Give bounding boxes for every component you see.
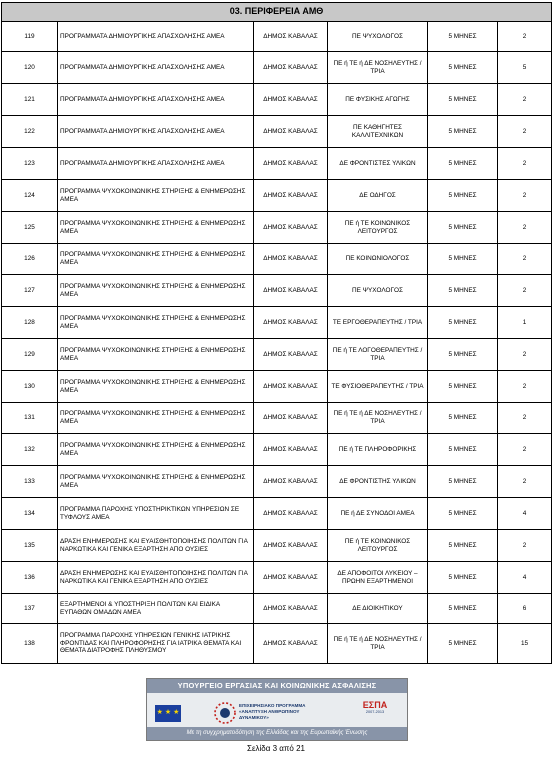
program-name: ΔΡΑΣΗ ΕΝΗΜΕΡΩΣΗΣ ΚΑΙ ΕΥΑΙΣΘΗΤΟΠΟΙΗΣΗΣ ΠΟΛΙΤΩΝ ΓΙΑ ΝΑΡΚΩΤΙΚΑ ΚΑΙ ΓΕΝΙΚΑ ΕΞΑΡΤΗΣΗ ΑΠΟ ΟΥΣΙΕΣ: [58, 562, 254, 594]
program-name: ΠΡΟΓΡΑΜΜΑ ΨΥΧΟΚΟΙΝΩΝΙΚΗΣ ΣΤΗΡΙΞΗΣ & ΕΝΗΜΕΡΩΣΗΣ ΑΜΕΑ: [58, 180, 254, 212]
position-count: 4: [498, 562, 552, 594]
table-body: [2, 22, 552, 664]
ministry-banner: ΥΠΟΥΡΓΕΙΟ ΕΡΓΑΣΙΑΣ ΚΑΙ ΚΟΙΝΩΝΙΚΗΣ ΑΣΦΑΛΙΣΗΣ: [147, 679, 407, 693]
table-row: [2, 371, 552, 403]
row-number: 123: [2, 148, 58, 180]
program-name: ΠΡΟΓΡΑΜΜΑ ΨΥΧΟΚΟΙΝΩΝΙΚΗΣ ΣΤΗΡΙΞΗΣ & ΕΝΗΜΕΡΩΣΗΣ ΑΜΕΑ: [58, 275, 254, 307]
espa-logo-text: ΕΣΠΑ: [362, 700, 388, 710]
program-name: ΠΡΟΓΡΑΜΜΑ ΨΥΧΟΚΟΙΝΩΝΙΚΗΣ ΣΤΗΡΙΞΗΣ & ΕΝΗΜΕΡΩΣΗΣ ΑΜΕΑ: [58, 307, 254, 339]
cofunding-caption: Με τη συγχρηματοδότηση της Ελλάδας και της Ευρωπαϊκής Ένωσης: [147, 727, 407, 740]
specialty: ΠΕ ή ΤΕ ή ΔΕ ΝΟΣΗΛΕΥΤΗΣ / ΤΡΙΑ: [328, 403, 428, 434]
table-row: [2, 52, 552, 84]
duration: 5 ΜΗΝΕΣ: [428, 84, 498, 116]
program-name: ΠΡΟΓΡΑΜΜΑΤΑ ΔΗΜΙΟΥΡΓΙΚΗΣ ΑΠΑΣΧΟΛΗΣΗΣ ΑΜΕΑ: [58, 148, 254, 180]
position-count: 2: [498, 84, 552, 116]
position-count: 2: [498, 403, 552, 434]
document-sheet: [1, 2, 551, 664]
program-name: ΠΡΟΓΡΑΜΜΑ ΨΥΧΟΚΟΙΝΩΝΙΚΗΣ ΣΤΗΡΙΞΗΣ & ΕΝΗΜΕΡΩΣΗΣ ΑΜΕΑ: [58, 371, 254, 403]
specialty: ΠΕ ή ΤΕ ΚΟΙΝΩΝΙΚΟΣ ΛΕΙΤΟΥΡΓΟΣ: [328, 530, 428, 562]
specialty: ΔΕ ΟΔΗΓΟΣ: [328, 180, 428, 212]
specialty: ΠΕ ΦΥΣΙΚΗΣ ΑΓΩΓΗΣ: [328, 84, 428, 116]
duration: 5 ΜΗΝΕΣ: [428, 624, 498, 664]
agency-name: ΔΗΜΟΣ ΚΑΒΑΛΑΣ: [254, 212, 328, 244]
table-row: [2, 498, 552, 530]
agency-name: ΔΗΜΟΣ ΚΑΒΑΛΑΣ: [254, 116, 328, 148]
specialty: ΔΕ ΦΡΟΝΤΙΣΤΕΣ ΥΛΙΚΩΝ: [328, 148, 428, 180]
specialty: ΠΕ ΨΥΧΟΛΟΓΟΣ: [328, 22, 428, 52]
row-number: 120: [2, 52, 58, 84]
agency-name: ΔΗΜΟΣ ΚΑΒΑΛΑΣ: [254, 275, 328, 307]
specialty: ΠΕ ΚΟΙΝΩΝΙΟΛΟΓΟΣ: [328, 244, 428, 275]
agency-name: ΔΗΜΟΣ ΚΑΒΑΛΑΣ: [254, 244, 328, 275]
agency-name: ΔΗΜΟΣ ΚΑΒΑΛΑΣ: [254, 624, 328, 664]
table-row: [2, 562, 552, 594]
duration: 5 ΜΗΝΕΣ: [428, 212, 498, 244]
row-number: 128: [2, 307, 58, 339]
row-number: 125: [2, 212, 58, 244]
cofunding-logo: [146, 678, 408, 741]
table-row: [2, 22, 552, 52]
table-row: [2, 212, 552, 244]
position-count: 2: [498, 212, 552, 244]
row-number: 136: [2, 562, 58, 594]
duration: 5 ΜΗΝΕΣ: [428, 22, 498, 52]
duration: 5 ΜΗΝΕΣ: [428, 594, 498, 624]
duration: 5 ΜΗΝΕΣ: [428, 275, 498, 307]
agency-name: ΔΗΜΟΣ ΚΑΒΑΛΑΣ: [254, 403, 328, 434]
position-count: 15: [498, 624, 552, 664]
epan-text: ΕΠΙΧΕΙΡΗΣΙΑΚΟ ΠΡΟΓΡΑΜΜΑ «ΑΝΑΠΤΥΞΗ ΑΝΘΡΩΠΙΝΟΥ ΔΥΝΑΜΙΚΟΥ»: [239, 703, 306, 720]
table-row: [2, 594, 552, 624]
duration: 5 ΜΗΝΕΣ: [428, 371, 498, 403]
agency-name: ΔΗΜΟΣ ΚΑΒΑΛΑΣ: [254, 371, 328, 403]
specialty: ΠΕ ή ΤΕ ΛΟΓΟΘΕΡΑΠΕΥΤΗΣ / ΤΡΙΑ: [328, 339, 428, 371]
program-name: ΠΡΟΓΡΑΜΜΑ ΨΥΧΟΚΟΙΝΩΝΙΚΗΣ ΣΤΗΡΙΞΗΣ & ΕΝΗΜΕΡΩΣΗΣ ΑΜΕΑ: [58, 434, 254, 466]
duration: 5 ΜΗΝΕΣ: [428, 339, 498, 371]
row-number: 131: [2, 403, 58, 434]
agency-name: ΔΗΜΟΣ ΚΑΒΑΛΑΣ: [254, 52, 328, 84]
program-name: ΠΡΟΓΡΑΜΜΑΤΑ ΔΗΜΙΟΥΡΓΙΚΗΣ ΑΠΑΣΧΟΛΗΣΗΣ ΑΜΕΑ: [58, 116, 254, 148]
table-row: [2, 148, 552, 180]
program-name: ΠΡΟΓΡΑΜΜΑ ΨΥΧΟΚΟΙΝΩΝΙΚΗΣ ΣΤΗΡΙΞΗΣ & ΕΝΗΜΕΡΩΣΗΣ ΑΜΕΑ: [58, 466, 254, 498]
table-row: [2, 339, 552, 371]
duration: 5 ΜΗΝΕΣ: [428, 52, 498, 84]
table-row: [2, 530, 552, 562]
duration: 5 ΜΗΝΕΣ: [428, 498, 498, 530]
position-count: 6: [498, 594, 552, 624]
position-count: 2: [498, 371, 552, 403]
espa-logo-years: 2007-2013: [365, 710, 385, 714]
position-count: 2: [498, 180, 552, 212]
agency-name: ΔΗΜΟΣ ΚΑΒΑΛΑΣ: [254, 180, 328, 212]
program-name: ΠΡΟΓΡΑΜΜΑ ΨΥΧΟΚΟΙΝΩΝΙΚΗΣ ΣΤΗΡΙΞΗΣ & ΕΝΗΜΕΡΩΣΗΣ ΑΜΕΑ: [58, 403, 254, 434]
agency-name: ΔΗΜΟΣ ΚΑΒΑΛΑΣ: [254, 22, 328, 52]
specialty: ΤΕ ΕΡΓΟΘΕΡΑΠΕΥΤΗΣ / ΤΡΙΑ: [328, 307, 428, 339]
specialty: ΠΕ ή ΔΕ ΣΥΝΟΔΟΙ ΑΜΕΑ: [328, 498, 428, 530]
program-name: ΠΡΟΓΡΑΜΜΑ ΨΥΧΟΚΟΙΝΩΝΙΚΗΣ ΣΤΗΡΙΞΗΣ & ΕΝΗΜΕΡΩΣΗΣ ΑΜΕΑ: [58, 212, 254, 244]
duration: 5 ΜΗΝΕΣ: [428, 530, 498, 562]
duration: 5 ΜΗΝΕΣ: [428, 307, 498, 339]
program-name: ΠΡΟΓΡΑΜΜΑ ΨΥΧΟΚΟΙΝΩΝΙΚΗΣ ΣΤΗΡΙΞΗΣ & ΕΝΗΜΕΡΩΣΗΣ ΑΜΕΑ: [58, 339, 254, 371]
table-row: [2, 275, 552, 307]
agency-name: ΔΗΜΟΣ ΚΑΒΑΛΑΣ: [254, 466, 328, 498]
table-row: [2, 624, 552, 664]
row-number: 134: [2, 498, 58, 530]
row-number: 121: [2, 84, 58, 116]
duration: 5 ΜΗΝΕΣ: [428, 148, 498, 180]
position-count: 2: [498, 275, 552, 307]
duration: 5 ΜΗΝΕΣ: [428, 403, 498, 434]
row-number: 129: [2, 339, 58, 371]
specialty: ΔΕ ΦΡΟΝΤΙΣΤΗΣ ΥΛΙΚΩΝ: [328, 466, 428, 498]
specialty: ΔΕ ΑΠΟΦΟΙΤΟΙ ΛΥΚΕΙΟΥ – ΠΡΩΗΝ ΕΞΑΡΤΗΜΕΝΟΙ: [328, 562, 428, 594]
position-count: 2: [498, 434, 552, 466]
duration: 5 ΜΗΝΕΣ: [428, 180, 498, 212]
program-name: ΠΡΟΓΡΑΜΜΑΤΑ ΔΗΜΙΟΥΡΓΙΚΗΣ ΑΠΑΣΧΟΛΗΣΗΣ ΑΜΕΑ: [58, 52, 254, 84]
row-number: 127: [2, 275, 58, 307]
agency-name: ΔΗΜΟΣ ΚΑΒΑΛΑΣ: [254, 84, 328, 116]
row-number: 130: [2, 371, 58, 403]
row-number: 132: [2, 434, 58, 466]
specialty: ΠΕ ΚΑΘΗΓΗΤΕΣ ΚΑΛΛΙΤΕΧΝΙΚΩΝ: [328, 116, 428, 148]
table-row: [2, 244, 552, 275]
epan-emblem-icon: [213, 701, 237, 725]
agency-name: ΔΗΜΟΣ ΚΑΒΑΛΑΣ: [254, 498, 328, 530]
program-name: ΔΡΑΣΗ ΕΝΗΜΕΡΩΣΗΣ ΚΑΙ ΕΥΑΙΣΘΗΤΟΠΟΙΗΣΗΣ ΠΟΛΙΤΩΝ ΓΙΑ ΝΑΡΚΩΤΙΚΑ ΚΑΙ ΓΕΝΙΚΑ ΕΞΑΡΤΗΣΗ ΑΠΟ ΟΥΣΙΕΣ: [58, 530, 254, 562]
duration: 5 ΜΗΝΕΣ: [428, 434, 498, 466]
position-count: 2: [498, 339, 552, 371]
position-count: 1: [498, 307, 552, 339]
specialty: ΠΕ ή ΤΕ ή ΔΕ ΝΟΣΗΛΕΥΤΗΣ / ΤΡΙΑ: [328, 624, 428, 664]
table-row: [2, 116, 552, 148]
row-number: 137: [2, 594, 58, 624]
specialty: ΠΕ ΨΥΧΟΛΟΓΟΣ: [328, 275, 428, 307]
position-count: 2: [498, 244, 552, 275]
specialty: ΠΕ ή ΤΕ ΠΛΗΡΟΦΟΡΙΚΗΣ: [328, 434, 428, 466]
positions-table: [1, 2, 552, 664]
specialty: ΔΕ ΔΙΟΙΚΗΤΙΚΟΥ: [328, 594, 428, 624]
page-number: Σελίδα 3 από 21: [247, 744, 305, 753]
position-count: 2: [498, 148, 552, 180]
duration: 5 ΜΗΝΕΣ: [428, 116, 498, 148]
specialty: ΠΕ ή ΤΕ ή ΔΕ ΝΟΣΗΛΕΥΤΗΣ / ΤΡΙΑ: [328, 52, 428, 84]
position-count: 4: [498, 498, 552, 530]
program-name: ΠΡΟΓΡΑΜΜΑΤΑ ΔΗΜΙΟΥΡΓΙΚΗΣ ΑΠΑΣΧΟΛΗΣΗΣ ΑΜΕΑ: [58, 22, 254, 52]
program-name: ΠΡΟΓΡΑΜΜΑ ΨΥΧΟΚΟΙΝΩΝΙΚΗΣ ΣΤΗΡΙΞΗΣ & ΕΝΗΜΕΡΩΣΗΣ ΑΜΕΑ: [58, 244, 254, 275]
table-row: [2, 403, 552, 434]
position-count: 2: [498, 466, 552, 498]
region-header: 03. ΠΕΡΙΦΕΡΕΙΑ ΑΜΘ: [2, 3, 552, 22]
agency-name: ΔΗΜΟΣ ΚΑΒΑΛΑΣ: [254, 307, 328, 339]
agency-name: ΔΗΜΟΣ ΚΑΒΑΛΑΣ: [254, 148, 328, 180]
position-count: 2: [498, 22, 552, 52]
program-name: ΠΡΟΓΡΑΜΜΑ ΠΑΡΟΧΗΣ ΥΠΟΣΤΗΡΙΚΤΙΚΩΝ ΥΠΗΡΕΣΙΩΝ ΣΕ ΤΥΦΛΟΥΣ ΑΜΕΑ: [58, 498, 254, 530]
table-row: [2, 180, 552, 212]
agency-name: ΔΗΜΟΣ ΚΑΒΑΛΑΣ: [254, 434, 328, 466]
agency-name: ΔΗΜΟΣ ΚΑΒΑΛΑΣ: [254, 562, 328, 594]
position-count: 2: [498, 530, 552, 562]
row-number: 119: [2, 22, 58, 52]
program-name: ΠΡΟΓΡΑΜΜΑΤΑ ΔΗΜΙΟΥΡΓΙΚΗΣ ΑΠΑΣΧΟΛΗΣΗΣ ΑΜΕΑ: [58, 84, 254, 116]
agency-name: ΔΗΜΟΣ ΚΑΒΑΛΑΣ: [254, 339, 328, 371]
eu-flag-icon: ★ ★ ★: [155, 705, 181, 722]
specialty: ΤΕ ΦΥΣΙΟΘΕΡΑΠΕΥΤΗΣ / ΤΡΙΑ: [328, 371, 428, 403]
table-row: [2, 84, 552, 116]
position-count: 5: [498, 52, 552, 84]
duration: 5 ΜΗΝΕΣ: [428, 562, 498, 594]
duration: 5 ΜΗΝΕΣ: [428, 466, 498, 498]
agency-name: ΔΗΜΟΣ ΚΑΒΑΛΑΣ: [254, 530, 328, 562]
row-number: 138: [2, 624, 58, 664]
espa-logo: [353, 700, 397, 724]
agency-name: ΔΗΜΟΣ ΚΑΒΑΛΑΣ: [254, 594, 328, 624]
row-number: 135: [2, 530, 58, 562]
program-name: ΕΞΑΡΤΗΜΕΝΟΙ & ΥΠΟΣΤΗΡΙΞΗ ΠΟΛΙΤΩΝ ΚΑΙ ΕΙΔΙΚΑ ΕΥΠΑΘΩΝ ΟΜΑΔΩΝ ΑΜΕΑ: [58, 594, 254, 624]
row-number: 133: [2, 466, 58, 498]
specialty: ΠΕ ή ΤΕ ΚΟΙΝΩΝΙΚΟΣ ΛΕΙΤΟΥΡΓΟΣ: [328, 212, 428, 244]
table-row: [2, 307, 552, 339]
row-number: 124: [2, 180, 58, 212]
row-number: 122: [2, 116, 58, 148]
row-number: 126: [2, 244, 58, 275]
program-name: ΠΡΟΓΡΑΜΜΑ ΠΑΡΟΧΗΣ ΥΠΗΡΕΣΙΩΝ ΓΕΝΙΚΗΣ ΙΑΤΡΙΚΗΣ ΦΡΟΝΤΙΔΑΣ ΚΑΙ ΠΛΗΡΟΦΟΡΗΣΗΣ ΓΙΑ ΙΑΤΡΙΚΑ ΘΕΜΑΤΑ ΚΑΙ ΘΕΜΑΤΑ ΔΙΑΤΡΟΦΗΣ ΠΛΗΘΥΣΜΟΥ: [58, 624, 254, 664]
position-count: 2: [498, 116, 552, 148]
table-row: [2, 466, 552, 498]
duration: 5 ΜΗΝΕΣ: [428, 244, 498, 275]
table-row: [2, 434, 552, 466]
